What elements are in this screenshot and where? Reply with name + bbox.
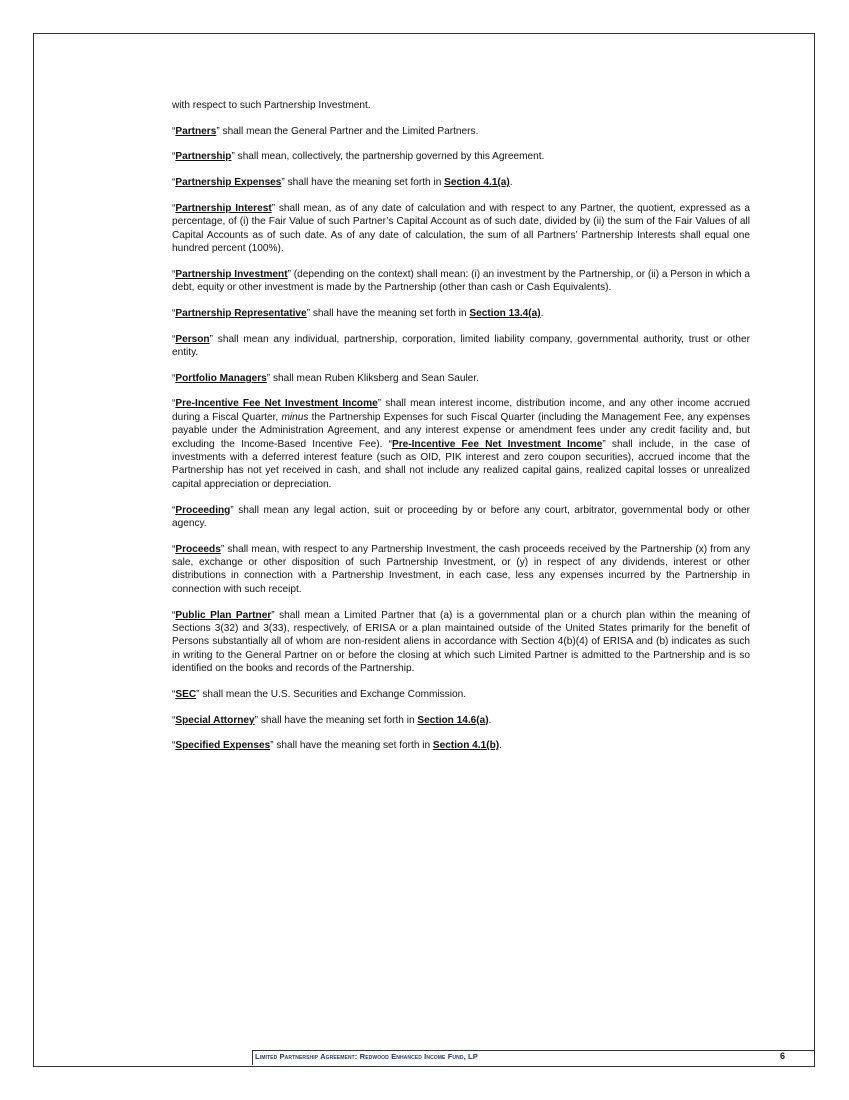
defined-term: Partnership Expenses [175,177,282,189]
definition-special-attorney: “Special Attorney” shall have the meaning set forth in Section 14.6(a). [172,714,492,726]
definition-sec: “SEC” shall mean the U.S. Securities and Exchange Commission. [172,688,467,700]
defined-term: Pre-Incentive Fee Net Investment Income [391,438,603,450]
defined-term: Person [175,333,210,345]
defined-term: Partnership Representative [175,307,307,319]
definition-partnership-interest: “Partnership Interest” shall mean, as of any date of calculation and with respect to any Partner, the quotient, expressed as a percentage, of (i) the Fair Value of such Partner’s Capital Account as of such date, divided by (ii) the sum of the Fair Values of all Capital Accounts as of such date. As of any date of calculation, the sum of all Partners’ Partnership Interests shall equal one hundred percent (100%). [172,202,750,255]
defined-term: Proceeds [175,543,221,555]
page-footer [252,1050,815,1065]
defined-term: Partnership Investment [175,268,288,280]
section-reference[interactable]: Section 13.4(a) [469,307,541,319]
definition-proceeding: “Proceeding” shall mean any legal action, suit or proceeding by or before any court, arbitrator, governmental body or other agency. [172,504,750,529]
section-reference[interactable]: Section 4.1(b) [432,740,500,752]
definition-partnership: “Partnership” shall mean, collectively, the partnership governed by this Agreement. [172,151,545,163]
footer-title: Limited Partnership Agreement: Redwood Enhanced Income Fund, LP [255,1052,478,1061]
defined-term: Partners [175,125,217,137]
definition-specified-expenses: “Specified Expenses” shall have the meaning set forth in Section 4.1(b). [172,740,502,752]
defined-term: Special Attorney [175,714,255,726]
section-reference[interactable]: Section 14.6(a) [417,714,489,726]
definition-portfolio-managers: “Portfolio Managers” shall mean Ruben Kliksberg and Sean Sauler. [172,372,479,384]
defined-term: SEC [175,688,197,700]
intro-line: with respect to such Partnership Investment. [172,100,371,111]
defined-term: Pre-Incentive Fee Net Investment Income [175,398,378,410]
defined-term: Partnership Interest [175,202,272,214]
definition-partners: “Partners” shall mean the General Partner and the Limited Partners. [172,125,479,137]
definition-public-plan-partner: “Public Plan Partner” shall mean a Limited Partner that (a) is a governmental plan or a church plan within the meaning of Sections 3(32) and 3(33), respectively, of ERISA or a plan maintained outside of the United States primarily for the benefit of Persons substantially all of whom are non-resident aliens in accordance with Section 4(b)(4) of ERISA and (b) indicates as such in writing to the General Partner on or before the closing at which such Limited Partner is admitted to the Partnership and is so identified on the books and records of the Partnership. [172,609,750,675]
definition-proceeds: “Proceeds” shall mean, with respect to any Partnership Investment, the cash proceeds received by the Partnership (x) from any sale, exchange or other disposition of such Partnership Investment, or (y) in respect of any dividends, interest or other distributions in connection with a Partnership Investment, in each case, less any expenses incurred by the Partnership in connection with such receipt. [172,543,750,595]
definition-partnership-representative: “Partnership Representative” shall have the meaning set forth in Section 13.4(a). [172,307,544,319]
document-body [172,99,750,765]
defined-term: Public Plan Partner [175,609,272,621]
defined-term: Proceeding [175,504,231,516]
defined-term: Portfolio Managers [175,372,267,384]
defined-term: Specified Expenses [175,740,271,752]
definition-pre-incentive-fee: “Pre-Incentive Fee Net Investment Income” shall mean interest income, distribution income, and any other income accrued during a Fiscal Quarter, minus the Partnership Expenses for such Fiscal Quarter (including the Management Fee, any expenses payable under the Administration Agreement, and any interest expense or amendment fees under any credit facility and, but excluding the Income-Based Incentive Fee). “Pre-Incentive Fee Net Investment Income” shall include, in the case of investments with a deferred interest feature (such as OID, PIK interest and zero coupon securities), accrued income that the Partnership has not yet received in cash, and shall not include any realized capital gains, realized capital losses or unrealized capital appreciation or depreciation. [172,398,750,490]
section-reference[interactable]: Section 4.1(a) [444,177,510,189]
page-number: 6 [779,1051,785,1061]
definition-partnership-investment: “Partnership Investment” (depending on the context) shall mean: (i) an investment by the Partnership, or (ii) a Person in which a debt, equity or other investment is made by the Partnership (other than cash or Cash Equivalents). [172,268,750,294]
definition-partnership-expenses: “Partnership Expenses” shall have the meaning set forth in Section 4.1(a). [172,177,513,189]
defined-term: Partnership [175,151,232,163]
footer-divider [252,1051,253,1065]
definition-person: “Person” shall mean any individual, partnership, corporation, limited liability company, governmental authority, trust or other entity. [172,333,750,358]
